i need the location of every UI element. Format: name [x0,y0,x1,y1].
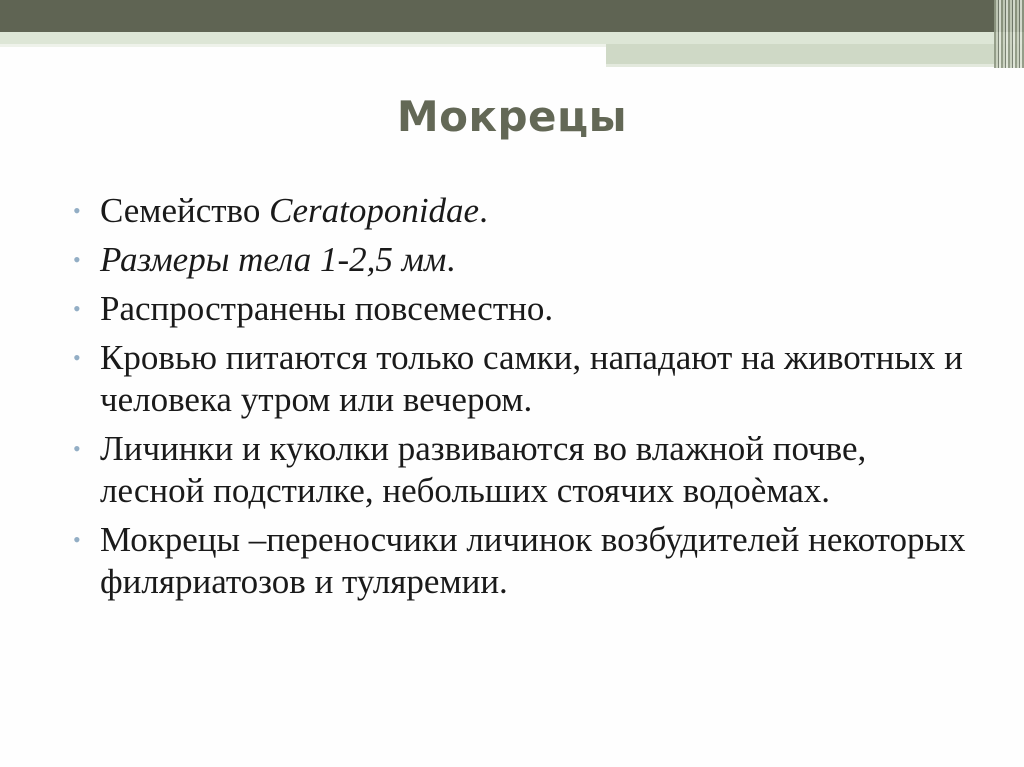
bullet-text: Кровью питаются только самки, нападают на животных и человека утром или вечером. [100,338,963,419]
bullet-text-suffix: . [446,240,456,279]
bullet-item [70,337,970,421]
bullet-item [70,288,970,330]
bullet-text: Распространены повсеместно. [100,289,554,328]
bullet-text-suffix: . [479,191,488,230]
bullet-icon: • [73,296,81,321]
bullet-text: Мокрецы –переносчики личинок возбудителей некоторых филяриатозов и туляремии. [100,520,966,601]
bullet-icon: • [73,527,81,552]
slide-title: Мокрецы [396,92,628,141]
bullet-text: Личинки и куколки развиваются во влажной почве, лесной подстилке, небольших стоячих водоѐмах. [100,429,867,510]
header-band [0,0,1024,32]
bullet-text-italic: Размеры тела 1-2,5 мм [100,240,447,279]
header-band-line [606,64,1024,67]
bullet-item [70,428,970,512]
bullet-item [70,190,970,232]
bullet-list [70,190,970,610]
bullet-icon: • [73,247,81,272]
bullet-item [70,239,970,281]
bullet-item [70,519,970,603]
decorative-stripes [994,0,1024,68]
bullet-icon: • [73,436,81,461]
bullet-icon: • [73,198,81,223]
header-band-accent [606,44,1024,64]
header-band-light [0,32,1024,44]
header-band-fade [0,44,606,47]
bullet-text-italic: Ceratoponidae [269,191,480,230]
bullet-text: Семейство [100,191,270,230]
bullet-icon: • [73,345,81,370]
